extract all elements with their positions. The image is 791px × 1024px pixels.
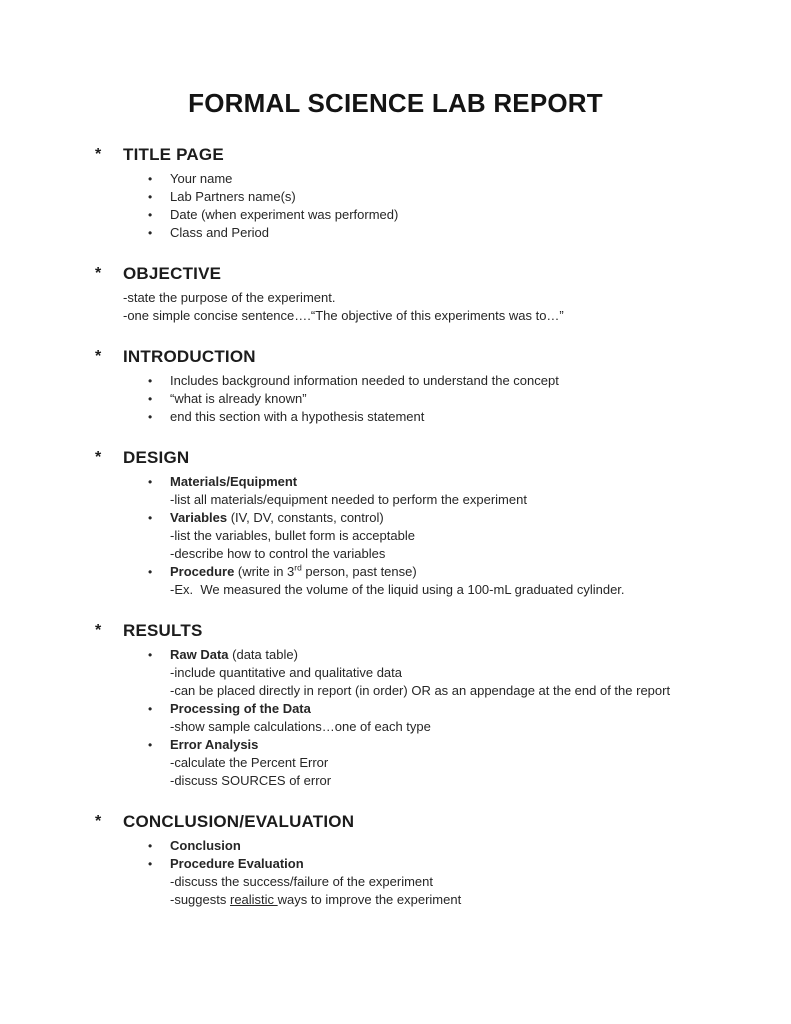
bullet-item (148, 224, 751, 242)
text-segment: Materials/Equipment (170, 474, 298, 490)
text-segment: -list the variables, bullet form is acceptable (170, 528, 415, 544)
line-text (170, 718, 431, 736)
line-text (123, 307, 564, 325)
bullet-item (148, 390, 751, 408)
line-text (170, 855, 304, 873)
text-segment: Your name (170, 171, 233, 187)
bullet-item (148, 473, 751, 491)
bullet-icon: • (148, 208, 153, 223)
text-segment: Processing of the Data (170, 701, 311, 717)
sub-line (170, 754, 751, 772)
section (95, 621, 751, 790)
sub-line (170, 772, 751, 790)
line-text (170, 372, 559, 390)
text-segment: end this section with a hypothesis statement (170, 409, 425, 425)
text-segment: -discuss SOURCES of error (170, 773, 332, 789)
text-segment: Raw Data (170, 647, 229, 663)
text-segment: -can be placed directly in report (in order) OR as an appendage at the end of the report (170, 683, 671, 699)
bullet-icon: • (148, 190, 153, 205)
line-text (170, 408, 424, 426)
text-segment: Class and Period (170, 225, 269, 241)
text-segment: (IV, DV, constants, control) (227, 510, 384, 526)
text-segment: Conclusion (170, 838, 241, 854)
bullet-item (148, 372, 751, 390)
section-content (95, 372, 751, 426)
section-heading: TITLE PAGE (123, 145, 224, 165)
asterisk-marker: * (95, 265, 102, 283)
sub-line (170, 873, 751, 891)
line-text (123, 289, 335, 307)
bullet-item (148, 855, 751, 873)
line-text (170, 545, 385, 563)
text-segment: -include quantitative and qualitative data (170, 665, 402, 681)
sub-line (170, 664, 751, 682)
section-content (95, 170, 751, 242)
text-segment: Variables (170, 510, 228, 526)
line-text (170, 700, 311, 718)
sub-line (170, 491, 751, 509)
text-segment: -describe how to control the variables (170, 546, 386, 562)
section (95, 145, 751, 242)
text-segment: “what is already known” (170, 391, 307, 407)
line-text (170, 581, 625, 599)
asterisk-marker: * (95, 449, 102, 467)
section-header (95, 347, 751, 367)
text-segment: Includes background information needed to understand the concept (170, 373, 559, 389)
bullet-item (148, 563, 751, 581)
section (95, 448, 751, 599)
bullet-item (148, 188, 751, 206)
section-heading: INTRODUCTION (123, 347, 256, 367)
section-content (95, 473, 751, 599)
line-text (170, 509, 384, 527)
bullet-icon: • (148, 702, 153, 717)
bullet-item (148, 837, 751, 855)
sub-line (170, 581, 751, 599)
plain-line (123, 289, 751, 307)
bullet-item (148, 736, 751, 754)
text-segment: ways to improve the experiment (277, 892, 462, 908)
sub-line (170, 891, 751, 909)
section-heading: RESULTS (123, 621, 203, 641)
bullet-item (148, 206, 751, 224)
line-text (170, 772, 331, 790)
line-text (170, 873, 433, 891)
text-segment: Lab Partners name(s) (170, 189, 296, 205)
sections (95, 145, 751, 909)
section (95, 812, 751, 909)
text-segment: -calculate the Percent Error (170, 755, 329, 771)
bullet-icon: • (148, 857, 153, 872)
bullet-icon: • (148, 738, 153, 753)
section-heading: OBJECTIVE (123, 264, 222, 284)
section (95, 347, 751, 426)
section-header (95, 145, 751, 165)
bullet-item (148, 408, 751, 426)
sub-line (170, 718, 751, 736)
bullet-item (148, 170, 751, 188)
bullet-icon: • (148, 374, 153, 389)
section-heading: DESIGN (123, 448, 190, 468)
sub-line (170, 545, 751, 563)
line-text (170, 473, 297, 491)
text-segment: (data table) (228, 647, 298, 663)
text-segment: Date (when experiment was performed) (170, 207, 399, 223)
text-segment: -Ex. We measured the volume of the liquid using a 100-mL graduated cylinder. (170, 582, 625, 598)
bullet-icon: • (148, 648, 153, 663)
text-segment: -one simple concise sentence….“The objective of this experiments was to…” (123, 308, 564, 324)
asterisk-marker: * (95, 813, 102, 831)
text-segment: -discuss the success/failure of the experiment (170, 874, 434, 890)
line-text (170, 188, 296, 206)
line-text (170, 527, 415, 545)
bullet-icon: • (148, 172, 153, 187)
text-segment: -show sample calculations…one of each type (170, 719, 431, 735)
bullet-icon: • (148, 839, 153, 854)
line-text (170, 563, 417, 581)
asterisk-marker: * (95, 348, 102, 366)
bullet-item (148, 646, 751, 664)
section-header (95, 621, 751, 641)
section-heading: CONCLUSION/EVALUATION (123, 812, 355, 832)
bullet-icon: • (148, 410, 153, 425)
text-segment: -state the purpose of the experiment. (123, 290, 336, 306)
sub-line (170, 527, 751, 545)
line-text (170, 491, 527, 509)
section-header (95, 448, 751, 468)
text-segment: rd (294, 562, 302, 573)
text-segment: Procedure Evaluation (170, 856, 304, 872)
asterisk-marker: * (95, 622, 102, 640)
section-content (95, 646, 751, 790)
text-segment: -list all materials/equipment needed to perform the experiment (170, 492, 527, 508)
section (95, 264, 751, 325)
line-text (170, 664, 402, 682)
bullet-item (148, 509, 751, 527)
text-segment: realistic (229, 892, 278, 908)
section-content (95, 289, 751, 325)
text-segment: Error Analysis (170, 737, 259, 753)
bullet-icon: • (148, 392, 153, 407)
line-text (170, 736, 258, 754)
sub-line (170, 682, 751, 700)
bullet-icon: • (148, 565, 153, 580)
line-text (170, 224, 269, 242)
section-content (95, 837, 751, 909)
asterisk-marker: * (95, 146, 102, 164)
line-text (170, 682, 670, 700)
bullet-icon: • (148, 475, 153, 490)
plain-line (123, 307, 751, 325)
bullet-item (148, 700, 751, 718)
document-title: FORMAL SCIENCE LAB REPORT (188, 88, 603, 118)
line-text (170, 170, 232, 188)
section-header (95, 264, 751, 284)
bullet-icon: • (148, 226, 153, 241)
text-segment: -suggests (170, 892, 230, 908)
line-text (170, 390, 307, 408)
line-text (170, 837, 241, 855)
text-segment: (write in 3 (234, 564, 295, 580)
line-text (170, 646, 298, 664)
section-header (95, 812, 751, 832)
text-segment: Procedure (170, 564, 235, 580)
line-text (170, 754, 328, 772)
line-text (170, 206, 398, 224)
line-text (170, 891, 461, 909)
bullet-icon: • (148, 511, 153, 526)
text-segment: person, past tense) (301, 564, 417, 580)
